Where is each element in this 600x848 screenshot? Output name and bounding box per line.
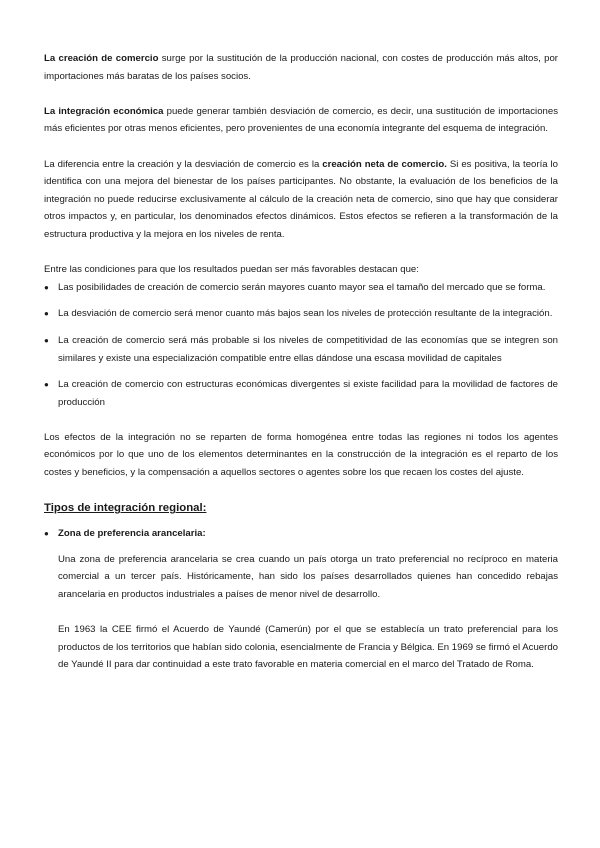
document-page [44,50,558,674]
bullet-icon: ● [44,529,49,539]
term-integracion-economica: La integración económica [44,105,164,117]
list-item-text: La creación de comercio con estructuras económicas divergentes si existe facilidad para la movilidad de factores de producción [58,379,558,408]
list-item [44,332,558,367]
paragraph-text: La diferencia entre la creación y la desviación de comercio es la [44,158,323,170]
bullet-icon: ● [44,335,49,345]
paragraph-integracion-economica [44,103,558,138]
paragraph-zona-definicion: Una zona de preferencia arancelaria se crea cuando un país otorga un trato preferencial no recíproco en materia comercial a un tercer país. Históricamente, han sido los países desarrollados quienes han concedido rebajas arancelaria en productos industriales a países de menor nivel de desarrollo. [58,553,558,601]
list-item [44,305,558,323]
bullet-icon: ● [44,380,49,390]
bullet-icon: ● [44,309,49,319]
list-item [44,279,558,297]
list-item-text: La creación de comercio será más probable si los niveles de competitividad de las economías que se integren son similares y existe una especialización compatible entre ellas dándose una escasa movilidad de capitales [58,334,558,364]
paragraph-text: surge por la sustitución de la producción nacional, con costes de producción más altos, por importaciones más baratas de los países socios. [44,53,558,82]
paragraph-text: puede generar también desviación de comercio, es decir, una sustitución de importaciones más eficientes por otras menos eficientes, pero provenientes de una economía integrante del esquema de integración. [44,105,558,135]
list-item-text: La desviación de comercio será menor cuanto más bajos sean los niveles de protección resultante de la integración. [58,308,553,320]
paragraph-efectos-integracion: Los efectos de la integración no se reparten de forma homogénea entre todas las regiones ni todos los agentes económicos por lo que uno de los elementos determinantes en la construcción de la integración es el reparto de los costes y beneficios, y la compensación a aquellos sectores o agentes sobre los que recaen los costes del ajuste. [44,431,558,479]
conditions-list [44,279,558,412]
list-item-text: Las posibilidades de creación de comercio serán mayores cuanto mayor sea el tamaño del mercado que se forma. [58,281,546,293]
section-title: Tipos de integración regional: [44,502,207,515]
bullet-icon: ● [44,282,49,292]
sub-heading-text: Zona de preferencia arancelaria: [58,528,206,540]
list-item [44,376,558,411]
paragraph-creacion-neta [44,156,558,244]
term-creacion-neta: creación neta de comercio. [322,158,447,170]
paragraph-text: Si es positiva, la teoría lo identifica con una mejora del bienestar de los países participantes. No obstante, la evaluación de los beneficios de la integración no puede reducirse exclusivamente al cálculo de la creación neta de comercio, sino que hay que considerar otros impactos y, en particular, los denominados efectos dinámicos. Estos efectos se refieren a la transformación de la estructura productiva y la mejora en los niveles de renta. [44,158,558,240]
paragraph-acuerdo-yaunde: En 1963 la CEE firmó el Acuerdo de Yaundé (Camerún) por el que se establecía un trato preferencial para los productos de los territorios que habían sido colonia, esencialmente de Francia y Bélgica. En 1969 se firmó el Acuerdo de Yaundé II para dar continuidad a este trato favorable en materia comercial en el marco del Tratado de Roma. [58,624,558,671]
paragraph-creacion-comercio [44,50,558,85]
conditions-intro: Entre las condiciones para que los resultados puedan ser más favorables destacan que: [44,264,419,276]
sub-heading-zona-preferencia [44,525,558,543]
term-creacion-comercio: La creación de comercio [44,53,159,64]
